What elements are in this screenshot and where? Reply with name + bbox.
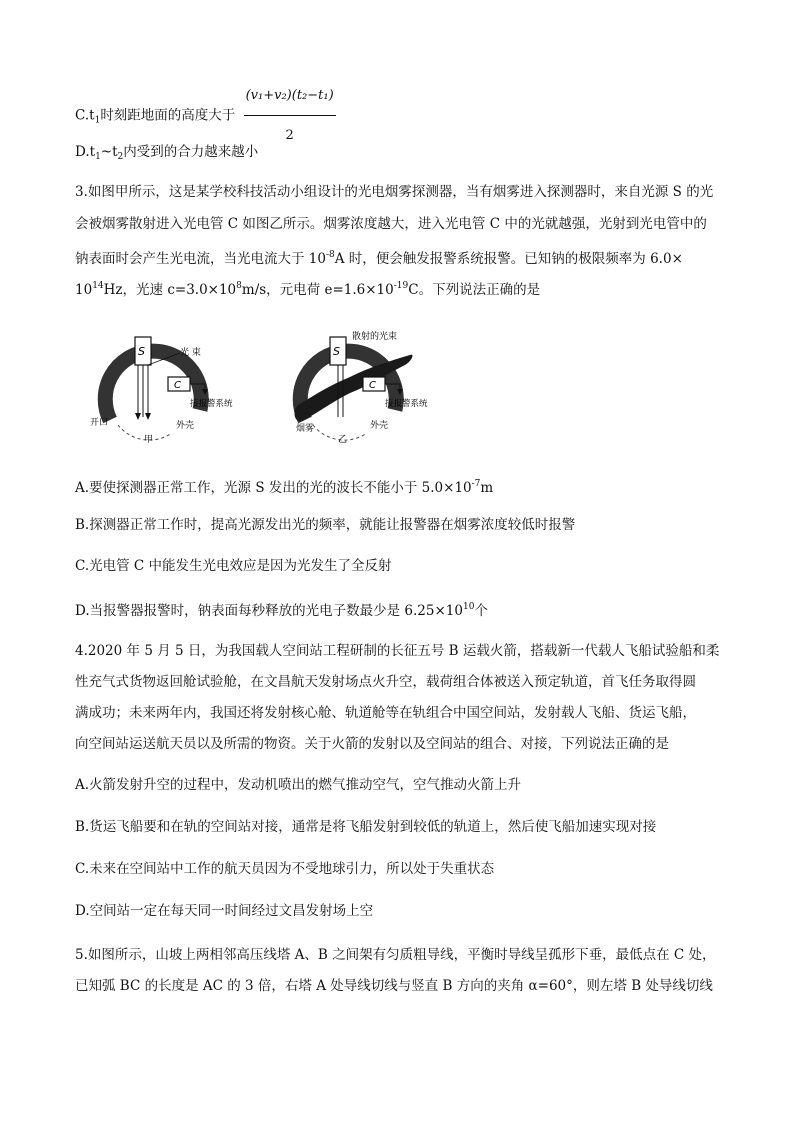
fig-right-caption: 乙: [338, 435, 348, 445]
fig-left-alarm: 接报警系统: [190, 399, 233, 409]
q4-option-b: B.货运飞船要和在轨的空间站对接，通常是将飞船发射到较低的轨道上，然后使飞船加速实现对接: [75, 819, 657, 835]
fig-left-c: C: [174, 380, 181, 391]
figure-jia: [90, 337, 233, 445]
q3-option-a: A.要使探测器正常工作，光源 S 发出的光的波长不能小于 $5.0\times 10^{-7}m$: [75, 479, 494, 496]
prev-option-c: $C.t_1$时刻距地面的高度大于 $\frac{\text{(v₁+v₂)(t₂−t₁)}}{2}$: [75, 78, 735, 154]
q3-option-d: D.当报警器报警时，钠表面每秒释放的光电子数最少是 $6.25\times 10^{10}$个: [75, 602, 488, 619]
fig-left-beam: 光 束: [180, 348, 201, 358]
q3-line-3: 钠表面时会产生光电流，当光电流大于 $10^{-8}A$ 时，便会触发报警系统报警。已知钠的极限频率为 6.0×: [75, 250, 683, 267]
q4-line-4: 向空间站运送航天员以及所需的物资。关于火箭的发射以及空间站的组合、对接，下列说法正确的是: [75, 736, 669, 752]
figure-yi: [295, 330, 428, 445]
fig-right-scatter: 散射的光束: [352, 332, 398, 342]
fig-right-alarm: 接报警系统: [385, 399, 428, 409]
q3-option-c: C.光电管 C 中能发生光电效应是因为光发生了全反射: [75, 558, 392, 574]
q3-line-4: $10^{14}Hz$，光速 $c=3.0\times 10^8m/s$，元电荷 $e=1.6\times 10^{-19}C$。下列说法正确的是: [75, 281, 541, 298]
fig-left-opening: 开口: [90, 418, 109, 428]
q3-line-1: 3.如图甲所示，这是某学校科技活动小组设计的光电烟雾探测器，当有烟雾进入探测器时，来自光源 S 的光: [75, 184, 714, 200]
q4-option-d: D.空间站一定在每天同一时间经过文昌发射场上空: [75, 903, 374, 919]
q4-option-c: C.未来在空间站中工作的航天员因为不受地球引力，所以处于失重状态: [75, 861, 495, 877]
q4-option-a: A.火箭发射升空的过程中，发动机喷出的燃气推动空气，空气推动火箭上升: [75, 777, 522, 793]
fraction-expression: $\frac{\text{(v₁+v₂)(t₂−t₁)}}{2}$: [244, 78, 336, 154]
q3-line-2: 会被烟雾散射进入光电管 C 如图乙所示。烟雾浓度越大，进入光电管 C 中的光就越强，光射到光电管中的: [75, 216, 707, 232]
q4-line-1: 4.2020 年 5 月 5 日，为我国载人空间站工程研制的长征五号 B 运载火箭，搭载新一代载人飞船试验船和柔: [75, 643, 720, 659]
q4-line-2: 性充气式货物返回舱试验舱，在文昌航天发射场点火升空，载荷组合体被送入预定轨道，首飞任务取得圆: [75, 674, 696, 690]
q3-option-b: B.探测器正常工作时，提高光源发出光的频率，就能让报警器在烟雾浓度较低时报警: [75, 517, 576, 533]
prev-option-d: $D.t_1\sim t_2$内受到的合力越来越小: [75, 144, 259, 162]
fig-right-s: S: [333, 345, 340, 358]
q4-line-3: 满成功；未来两年内，我国还将发射核心舱、轨道舱等在轨组合中国空间站，发射载人飞船、货运飞船，: [75, 705, 696, 721]
q5-line-1: 5.如图所示，山坡上两相邻高压线塔 A、B 之间架有匀质粗导线，平衡时导线呈孤形下垂，最低点在 C 处，: [75, 947, 716, 963]
fig-left-caption: 甲: [144, 435, 154, 445]
fig-left-s: S: [138, 345, 145, 358]
fig-right-shell: 外壳: [370, 421, 389, 431]
fig-right-c: C: [369, 380, 376, 391]
fig-right-smoke: 烟雾: [296, 424, 315, 434]
q5-line-2: 已知弧 BC 的长度是 AC 的 3 倍，右塔 A 处导线切线与竖直 B 方向的夹角 α=60°，则左塔 B 处导线切线: [75, 978, 713, 994]
smoke-detector-figure: [80, 325, 450, 460]
fig-left-shell: 外壳: [176, 421, 195, 431]
